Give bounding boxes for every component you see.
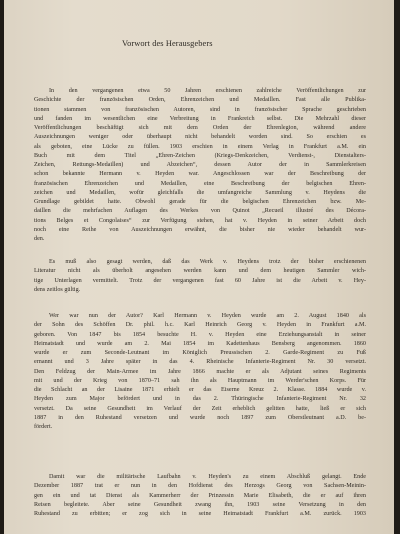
text-line: Wer war nun der Autor? Karl Hermann v. Heyden wurde am 2. August 1840 als (49, 313, 366, 319)
text-line: Veröffentlichungen beschäftigt sich mit dem Orden der Ehrenlegion, während andere (34, 125, 366, 131)
text-line: versetzt. Da seine Gesundheit im Verlauf der Zeit erheblich gelitten hatte, ließ er sich (34, 405, 366, 412)
text-line: geboren. Von 1847 bis 1854 besuchte H. v. Heyden eine Erziehungsanstalt in seiner (34, 331, 366, 338)
text-line: noch eine Reihe von Auszeichnungen erwähnt, die bisher nie wieder behandelt wur- (34, 226, 366, 233)
text-line: Reisen begleitete. Aber seine Gesundheit zwang ihn, 1903 seine Versetzung in den (34, 501, 366, 508)
text-line: der Sohn des Schöffen Dr. phil. h.c. Karl Heinrich Georg v. Heyden in Frankfurt a.M. (34, 322, 366, 329)
paragraph-3 (34, 312, 366, 432)
text-line: daillen die mehrfachen Auflagen des Werkes von Quinot „Recueil illustré des Décora- (34, 208, 366, 215)
text-line: Ruhestand zu erbitten; er zog sich in seine Heimatstadt Frankfurt a.M. zurück. 1903 (34, 511, 366, 517)
text-line: dens zeitlos gültig. (34, 286, 81, 293)
show-through-shadow (34, 56, 364, 78)
text-line: als geboten, eine Lücke zu füllen. 1903 erschien in einem Verlag in Frankfurt a.M. ein (34, 143, 366, 150)
text-line: mit und der Krieg von 1870–71 sah ihn als Hauptmann im Werder'schen Korps. Für (34, 377, 366, 384)
text-line: tige Unterlagen vermittelt. Trotz der vergangenen fast 60 Jahre ist die Arbeit v. Hey- (34, 277, 366, 284)
text-line: Auszeichnungen weniger oder überhaupt nicht behandelt worden sind. So erschien es (34, 134, 366, 141)
text-line: ernannt und 3 Jahre später in das 4. Rheinische Infanterie-Regiment Nr. 30 versetzt. (34, 359, 366, 366)
text-line: und fanden im wesentlichen eine Verbreitung in Frankreich selbst. Die Mehrzahl dieser (34, 115, 366, 122)
page-heading: Vorwort des Herausgebers (122, 39, 213, 48)
text-line: Geschichte der französischen Orden, Ehrenzeichen und Medaillen. Fast alle Publika- (34, 97, 366, 104)
paragraph-2 (34, 258, 366, 295)
paragraph-1 (34, 87, 366, 244)
text-line: Dezember 1887 trat er nun in den Hofdienst des Herzogs Georg von Sachsen-Meinin- (34, 483, 366, 490)
text-line: die Schlacht an der Lisaine 1871 erhielt er das Eiserne Kreuz 2. Klasse. 1884 wurde v. (34, 387, 366, 393)
text-line: gen ein und tat Dienst als Kammerherr der Prinzessin Marie Elisabeth, die er auf ihren (34, 492, 366, 499)
text-line: Heyden zum Major befördert und in das 2. Thüringische Infanterie-Regiment Nr. 32 (34, 396, 366, 403)
text-line: In den vergangenen etwa 50 Jahren erschienen zahlreiche Veröffentlichungen zur (49, 88, 366, 94)
text-line: 1887 in den Ruhestand versetzen und wurde noch 1897 zum Oberstleutnant a.D. be- (34, 414, 366, 421)
book-page (4, 0, 394, 534)
text-line: tionen stammen von französischen Autoren, sind in französischer Sprache geschrieben (34, 106, 366, 113)
text-line: Den Feldzug der Main-Armee im Jahre 1866 machte er als Adjutant seines Regiments (34, 368, 366, 375)
text-line: Es muß also gesagt werden, daß das Werk v. Heydens trotz der bisher erschienenen (49, 259, 366, 265)
text-line: zeichen und Medaillen, wofür gleichfalls die umfangreiche Sammlung v. Heydens die (34, 189, 366, 196)
text-line: schon bekannte Hermann v. Heyden war. Angeschlossen war der Beschreibung der (34, 171, 366, 178)
text-line: Damit war die militärische Laufbahn v. Heyden's zu einem Abschluß gelangt. Ende (49, 474, 366, 480)
text-line: Grundlage gebildet hatte. Obwohl gerade für die belgischen Ehrenzeichen bzw. Me- (34, 199, 366, 205)
paragraph-4 (34, 473, 366, 519)
text-line: Literatur nicht als überholt angesehen werden kann und dem heutigen Sammler wich- (34, 268, 366, 275)
text-line: wurde er zum Seconde-Leutnant im Königlich Preussischen 2. Garde-Regiment zu Fuß (34, 350, 366, 356)
text-line: Heimatstadt und wurde am 2. Mai 1854 im Kadettenhaus Bensberg angenommen. 1860 (34, 340, 366, 347)
text-line: französischen Ehrenzeichen und Medaillen, eine Beschreibung der belgischen Ehren- (34, 180, 366, 187)
text-line: Buch mit dem Titel „Ehren-Zeichen (Kriegs-Denkzeichen, Verdienst-, Dienstalters- (34, 152, 366, 159)
text-line: fördert. (34, 424, 53, 430)
text-line: Zeichen, Rettungs-Medaillen) und Abzeichen“, dessen Autor der in Sammlerkreisen (34, 162, 366, 168)
text-line: tions Belges et Congolaises“ zur Verfügung stehen, hat v. Heyden in seiner Arbeit doch (34, 217, 366, 224)
text-line: den. (34, 236, 45, 242)
